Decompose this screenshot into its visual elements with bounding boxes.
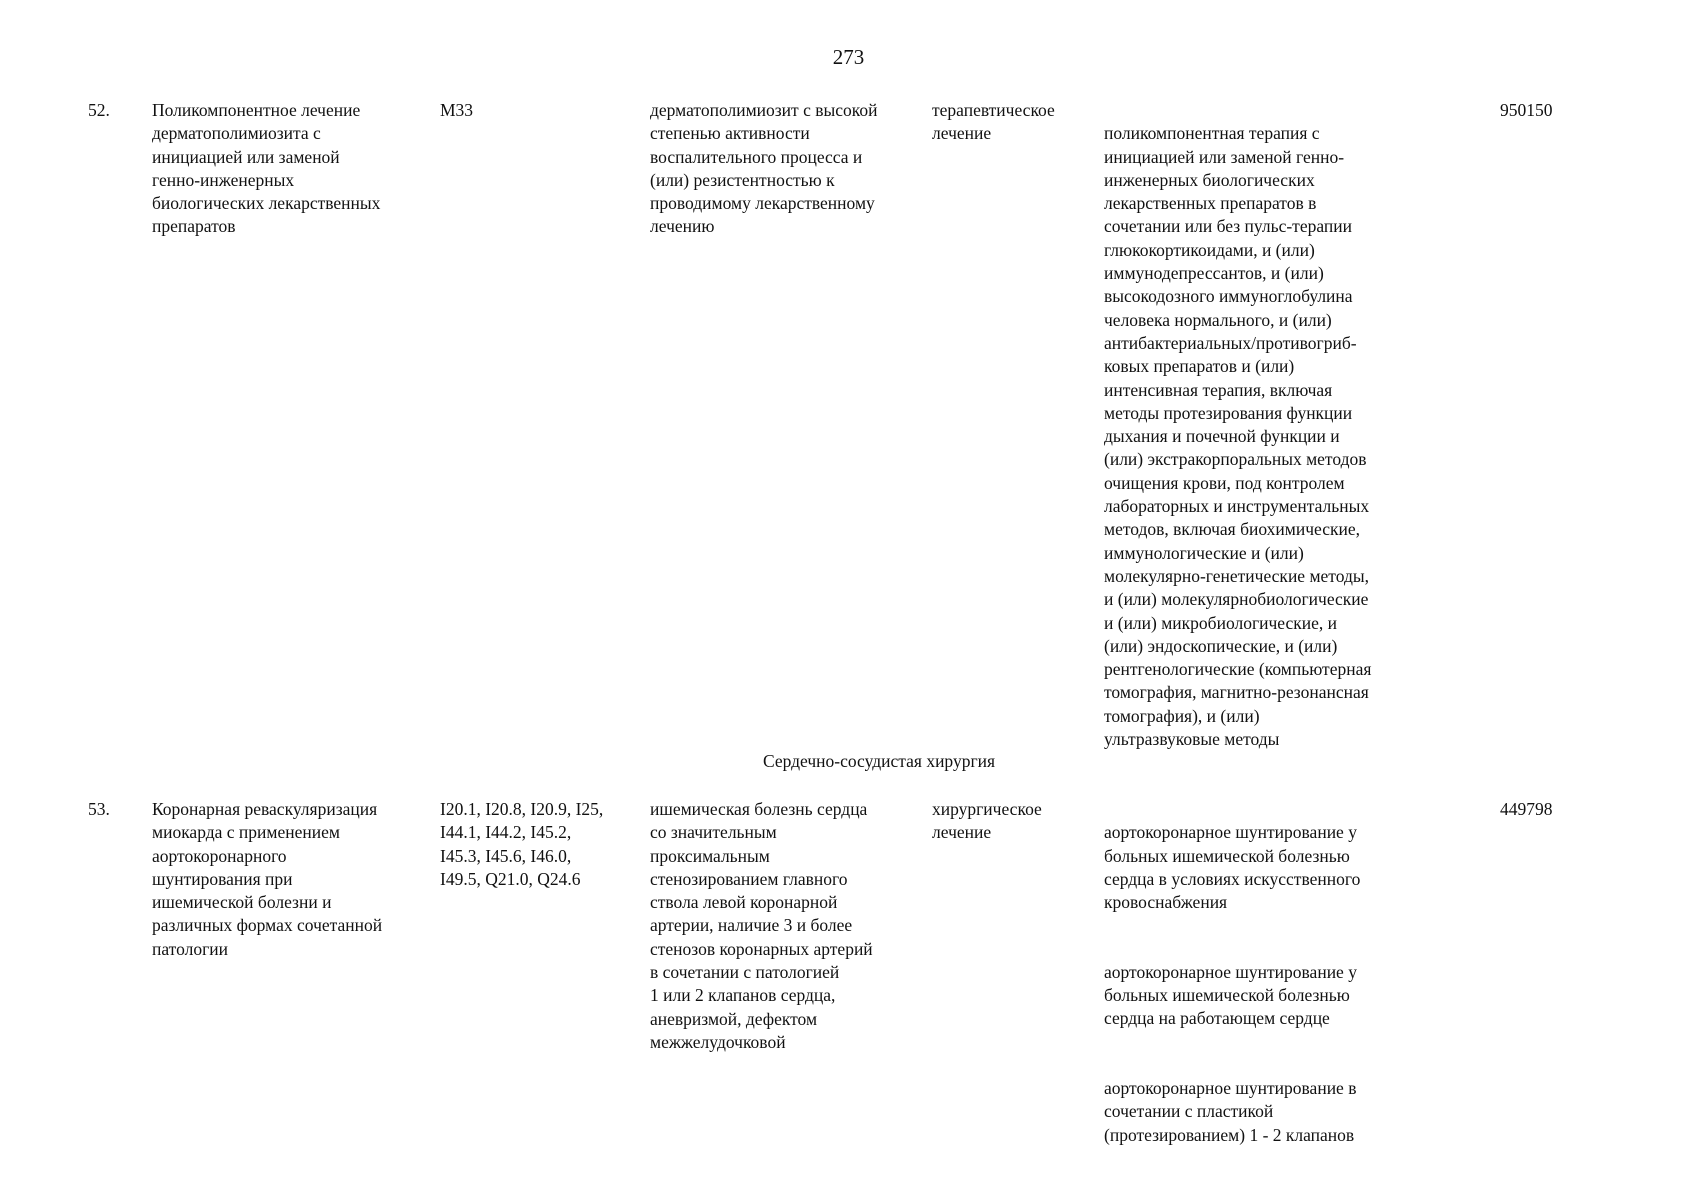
treatment-method: аортокоронарное шунтирование у больных ишемической болезнью сердца на работающем сердце bbox=[1104, 961, 1357, 1029]
row-number: 53. bbox=[88, 799, 110, 819]
care-type-name: Поликомпонентное лечение дерматополимиозита с инициацией или заменой генно-инженерных биологических лекарственных препаратов bbox=[152, 100, 381, 237]
row-number: 52. bbox=[88, 100, 110, 120]
page-number: 273 bbox=[832, 45, 865, 69]
patient-model: ишемическая болезнь сердца со значительным проксимальным стенозированием главного ствола левой коронарной артерии, наличие 3 и более стенозов коронарных артерий в сочетании с патологией 1 или 2 клапанов сердца, аневризмой, дефектом межжелудочковой bbox=[650, 799, 873, 1052]
section-heading: Сердечно-сосудистая хирургия bbox=[762, 751, 996, 771]
treatment-type: хирургическое лечение bbox=[932, 799, 1042, 843]
treatment-methods bbox=[1104, 99, 1434, 775]
icd-codes: M33 bbox=[440, 100, 474, 120]
icd-codes: I20.1, I20.8, I20.9, I25, I44.1, I44.2, I45.2, I45.3, I45.6, I46.0, I49.5, Q21.0, Q24.6 bbox=[440, 799, 604, 889]
treatment-method: аортокоронарное шунтирование у больных ишемической болезнью сердца в условиях искусственного кровоснабжения bbox=[1104, 822, 1361, 913]
cost-value: 950150 bbox=[1500, 100, 1553, 120]
treatment-method: аортокоронарное шунтирование в сочетании с пластикой (протезированием) 1 - 2 клапанов bbox=[1104, 1077, 1357, 1145]
treatment-methods bbox=[1104, 798, 1434, 1170]
patient-model: дерматополимиозит с высокой степенью активности воспалительного процесса и (или) резистентностью к проводимому лекарственному лечению bbox=[650, 100, 878, 237]
treatment-type: терапевтическое лечение bbox=[932, 100, 1055, 144]
treatment-method: поликомпонентная терапия с инициацией или заменой генно- инженерных биологических лекарственных препаратов в сочетании или без пульс-терапии глюкокортикоидами, и (или) иммунодепрессантов, и (или) высокодозного иммуноглобулина человека нормального, и (или) антибактериальных/противогриб- ковых препаратов и (или) интенсивная терапия, включая методы протезирования функции дыхания и почечной функции и (или) экстракорпоральных методов очищения крови, под контролем лабораторных и инструментальных методов, включая биохимические, иммунологические и (или) молекулярно-генетические методы, и (или) молекулярнобиологические и (или) микробиологические, и (или) эндоскопические, и (или) рентгенологические (компьютерная томография, магнитно-резонансная томография), и (или) ультразвуковые методы bbox=[1104, 123, 1372, 750]
care-type-name: Коронарная реваскуляризация миокарда с применением аортокоронарного шунтирования при ишемической болезни и различных формах сочетанной патологии bbox=[152, 799, 383, 959]
cost-value: 449798 bbox=[1500, 799, 1553, 819]
